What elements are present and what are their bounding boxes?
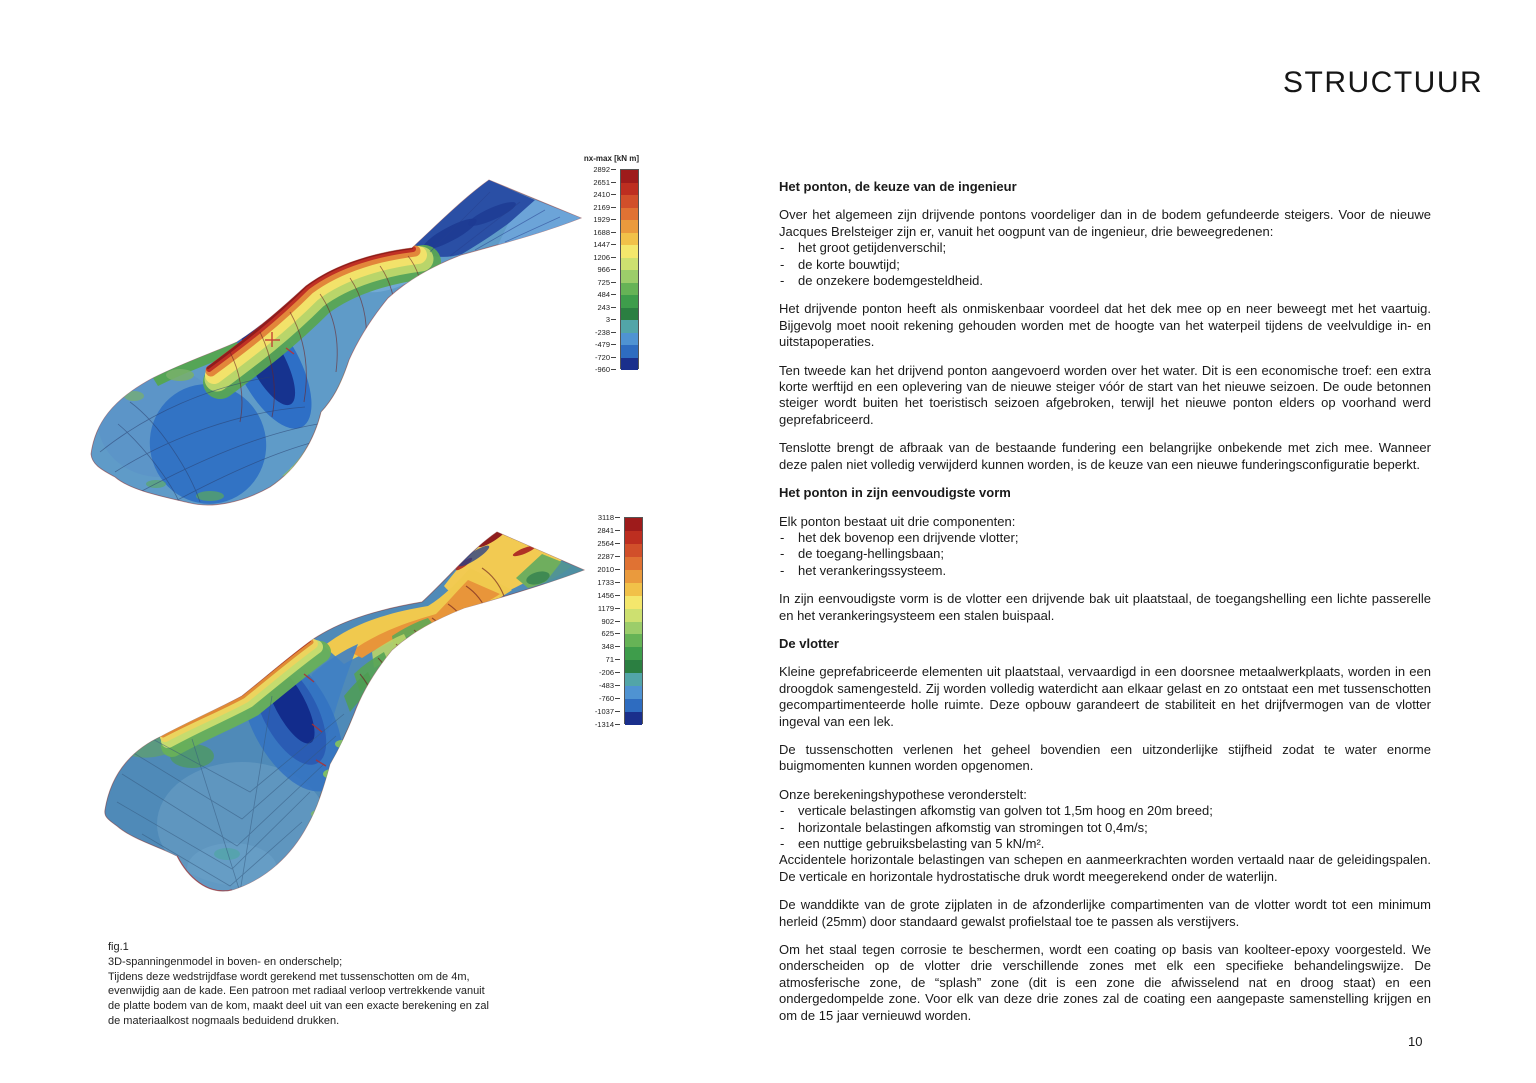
colorbar-tick-label: 1179	[597, 603, 614, 613]
colorbar-segment	[621, 308, 638, 321]
colorbar-segment	[621, 208, 638, 221]
bullet-list	[779, 530, 1431, 579]
colorbar-tick-label: 2841	[597, 525, 614, 535]
paragraph: Ten tweede kan het drijvend ponton aangevoerd worden over het water. Dit is een economische troef: een extra korte werftijd en een oplevering van de nieuwe steiger vóór de start van het nieuwe seizoen. De oude betonnen steiger wordt buiten het toeristisch seizoen afgebroken, terwijl het nieuwe ponton elders op voorhand werd geprefabriceerd.	[779, 362, 1431, 427]
colorbar-segment	[621, 183, 638, 196]
colorbar-tick-label: 2410	[593, 190, 610, 199]
colorbar-segment	[621, 358, 638, 371]
paragraph: Tenslotte brengt de afbraak van de bestaande fundering een belangrijke onbekende met zich mee. Wanneer deze palen niet volledig verwijderd kunnen worden, is de keuze van een nieuwe funderingsconfiguratie beperkt.	[779, 440, 1431, 472]
colorbar-segment	[621, 320, 638, 333]
list-dash: -	[780, 819, 785, 835]
list-dash: -	[780, 240, 785, 256]
fem-model-bottom-shell	[92, 524, 586, 896]
list-dash: -	[780, 529, 785, 545]
colorbar-tick-label: 348	[601, 642, 614, 652]
list-item-text: de toegang-hellingsbaan;	[798, 546, 945, 562]
colorbar-segment	[621, 258, 638, 271]
list-item	[779, 273, 1431, 289]
paragraph: In zijn eenvoudigste vorm is de vlotter een drijvende bak uit plaatstaal, de toegangshelling een lichte passerelle en het verankeringsysteem een stalen buispaal.	[779, 591, 1431, 623]
article-column	[779, 179, 1431, 1024]
colorbar-tick-label: 243	[597, 302, 610, 312]
colorbar-tick-label: 2651	[593, 177, 610, 187]
colorbar-segment	[625, 686, 642, 699]
colorbar-tick-label: -238	[594, 327, 610, 337]
colorbar-segment	[621, 220, 638, 233]
colorbar-tick-label: 2892	[593, 165, 610, 174]
colorbar-segment	[625, 570, 642, 583]
colorbar-segment	[625, 596, 642, 609]
list-item-text: het verankeringssysteem.	[798, 562, 947, 578]
colorbar-segment	[621, 283, 638, 296]
paragraph: Het drijvende ponton heeft als onmiskenbaar voordeel dat het dek mee op en neer beweegt met het vaartuig. Bijgevolg moet nooit rekening gehouden worden met de hoogte van het waterpeil tijdens de veelvuldige in- en uitstapoperaties.	[779, 301, 1431, 350]
colorbar-tick-label: 1456	[597, 590, 614, 600]
page-title: STRUCTUUR	[1283, 66, 1484, 99]
colorbar-legend-bottom	[570, 511, 643, 729]
figure-caption-line: de platte bodem van de kom, maakt deel uit van een exacte berekening en zal	[108, 1000, 489, 1013]
paragraph: Onze berekeningshypothese veronderstelt:	[779, 786, 1027, 802]
colorbar	[624, 517, 643, 724]
fem-figure-top	[90, 172, 584, 508]
colorbar-segment	[621, 295, 638, 308]
colorbar-segment	[625, 699, 642, 712]
section-heading: Het ponton in zijn eenvoudigste vorm	[779, 485, 1011, 501]
colorbar-tick-label: 2287	[597, 551, 614, 561]
colorbar-tick-label: 1206	[593, 252, 610, 262]
colorbar-segment	[625, 712, 642, 725]
list-dash: -	[780, 836, 785, 851]
colorbar-segment	[621, 333, 638, 346]
colorbar-tick-label: 1929	[593, 215, 610, 224]
list-item	[779, 257, 1431, 273]
list-item-text: de korte bouwtijd;	[798, 256, 900, 272]
section-heading: De vlotter	[779, 635, 839, 651]
list-item	[779, 546, 1431, 562]
list-item	[779, 563, 1431, 579]
colorbar-segment	[625, 518, 642, 531]
list-item-text: het groot getijdenverschil;	[798, 240, 947, 256]
list-dash: -	[780, 256, 785, 272]
colorbar-tick-label: 966	[597, 265, 610, 274]
colorbar-tick-label: 3118	[597, 513, 614, 522]
list-dash: -	[780, 273, 785, 289]
colorbar-tick-label: -720	[594, 352, 610, 362]
colorbar-legend-top	[566, 154, 639, 374]
fem-figure-bottom	[92, 524, 586, 896]
figure-caption-id: fig.1	[108, 941, 129, 953]
paragraph: Accidentele horizontale belastingen van schepen en aanmeerkrachten worden vertaald naar de geleidingspalen. De verticale en horizontale hydrostatische druk wordt meegerekend onder de waterlijn.	[779, 852, 1431, 884]
paragraph: De wanddikte van de grote zijplaten in de afzonderlijke compartimenten van de vlotter wordt tot een minimum herleid (25mm) door standaard gewalst profielstaal toe te passen als verstijvers.	[779, 897, 1431, 929]
colorbar-tick-labels	[570, 513, 620, 729]
figure-caption-line: de materiaalkost nogmaals beduidend drukken.	[108, 1014, 340, 1027]
colorbar-tick-label: -483	[598, 681, 614, 691]
paragraph: Over het algemeen zijn drijvende pontons voordeliger dan in de bodem gefundeerde steigers. Voor de nieuwe Jacques Brelsteiger zijn er, vanuit het oogpunt van de ingenieur, drie beweegredenen:	[779, 207, 1431, 239]
list-dash: -	[780, 546, 785, 562]
colorbar-segment	[625, 634, 642, 647]
colorbar-segment	[625, 673, 642, 686]
figure-caption-text	[108, 955, 498, 1029]
bullet-list	[779, 240, 1431, 289]
colorbar-segment	[625, 660, 642, 673]
colorbar-tick-label: 2564	[597, 538, 614, 548]
list-item	[779, 803, 1431, 819]
list-item	[779, 240, 1431, 256]
list-dash: -	[780, 562, 785, 578]
colorbar-segment	[625, 544, 642, 557]
colorbar-tick-label: 725	[597, 277, 610, 287]
paragraph: Om het staal tegen corrosie te beschermen, wordt een coating op basis van koolteer-epoxy voorgesteld. We onderscheiden op de vlotter drie verschillende zones met elk een specifieke behandelingswijze. De atmosferische zone, de “splash” zone (dit is een zone die afwisselend nat en droog staat) en een ondergedompelde zone. Voor elk van deze drie zones zal de coating een aangepaste samenstelling krijgen en om de 15 jaar vernieuwd worden.	[779, 942, 1431, 1023]
colorbar-tick-label: 1688	[593, 227, 610, 237]
list-item-text: de onzekere bodemgesteldheid.	[798, 273, 984, 289]
figure-caption-line: Tijdens deze wedstrijdfase wordt gerekend met tussenschotten om de 4m,	[108, 970, 470, 983]
colorbar-tick-label: 902	[601, 616, 614, 626]
colorbar-segment	[625, 557, 642, 570]
list-item	[779, 530, 1431, 546]
colorbar-tick-label: 2010	[597, 564, 614, 574]
colorbar-segment	[625, 583, 642, 596]
colorbar-tick-label: 3	[605, 315, 610, 324]
colorbar-segment	[625, 647, 642, 660]
colorbar-tick-label: 2169	[593, 202, 610, 212]
colorbar	[620, 169, 639, 369]
colorbar-tick-label: 1733	[597, 577, 614, 587]
colorbar-tick-label: -960	[594, 365, 610, 374]
fem-model-top-shell	[90, 172, 584, 508]
colorbar-tick-label: -760	[598, 694, 614, 704]
colorbar-segment	[621, 170, 638, 183]
colorbar-segment	[625, 622, 642, 635]
list-item-text: het dek bovenop een drijvende vlotter;	[798, 529, 1019, 545]
colorbar-tick-label: -1037	[594, 707, 614, 717]
list-item-text: verticale belastingen afkomstig van golven tot 1,5m hoog en 20m breed;	[798, 803, 1213, 819]
list-item	[779, 836, 1431, 852]
colorbar-segment	[625, 609, 642, 622]
colorbar-segment	[621, 195, 638, 208]
colorbar-tick-label: 484	[597, 290, 610, 299]
colorbar-segment	[621, 345, 638, 358]
figure-caption-line: evenwijdig aan de kade. Een patroon met radiaal verloop vertrekkende vanuit	[108, 985, 485, 998]
colorbar-tick-label: -1314	[594, 720, 614, 729]
colorbar-segment	[625, 531, 642, 544]
list-item-text: een nuttige gebruiksbelasting van 5 kN/m².	[798, 836, 1045, 851]
colorbar-tick-label: 71	[605, 655, 614, 665]
colorbar-tick-label: -206	[598, 668, 614, 678]
colorbar-tick-label: 1447	[593, 240, 610, 249]
paragraph: Elk ponton bestaat uit drie componenten:	[779, 513, 1016, 529]
page-number: 10	[1408, 1034, 1423, 1049]
list-item-text: horizontale belastingen afkomstig van stromingen tot 0,4m/s;	[798, 819, 1148, 835]
colorbar-title: nx-max [kN m]	[583, 154, 639, 163]
figure-caption-line: 3D-spanningenmodel in boven- en onderschelp;	[108, 955, 343, 968]
colorbar-tick-label: -479	[594, 340, 610, 349]
colorbar-segment	[621, 233, 638, 246]
figure-caption	[108, 940, 498, 1029]
list-item	[779, 820, 1431, 836]
colorbar-tick-label: 625	[601, 629, 614, 639]
colorbar-segment	[621, 245, 638, 258]
colorbar-tick-labels	[566, 165, 616, 374]
bullet-list	[779, 803, 1431, 852]
paragraph: De tussenschotten verlenen het geheel bovendien een uitzonderlijke stijfheid zodat te water enorme buigmomenten kunnen worden opgenomen.	[779, 741, 1431, 774]
paragraph: Kleine geprefabriceerde elementen uit plaatstaal, vervaardigd in een doorsnee metaalwerkplaats, worden in een droogdok samengesteld. Zij worden volledig waterdicht aan elkaar gelast en zo ontstaat een met tussenschotten gecompartimenteerde holle ruimte. Deze opbouw garandeert de stabiliteit en het drijfvermogen van de vlotter ingeval van een lek.	[779, 664, 1431, 729]
list-dash: -	[780, 803, 785, 819]
colorbar-segment	[621, 270, 638, 283]
section-heading: Het ponton, de keuze van de ingenieur	[779, 179, 1017, 194]
